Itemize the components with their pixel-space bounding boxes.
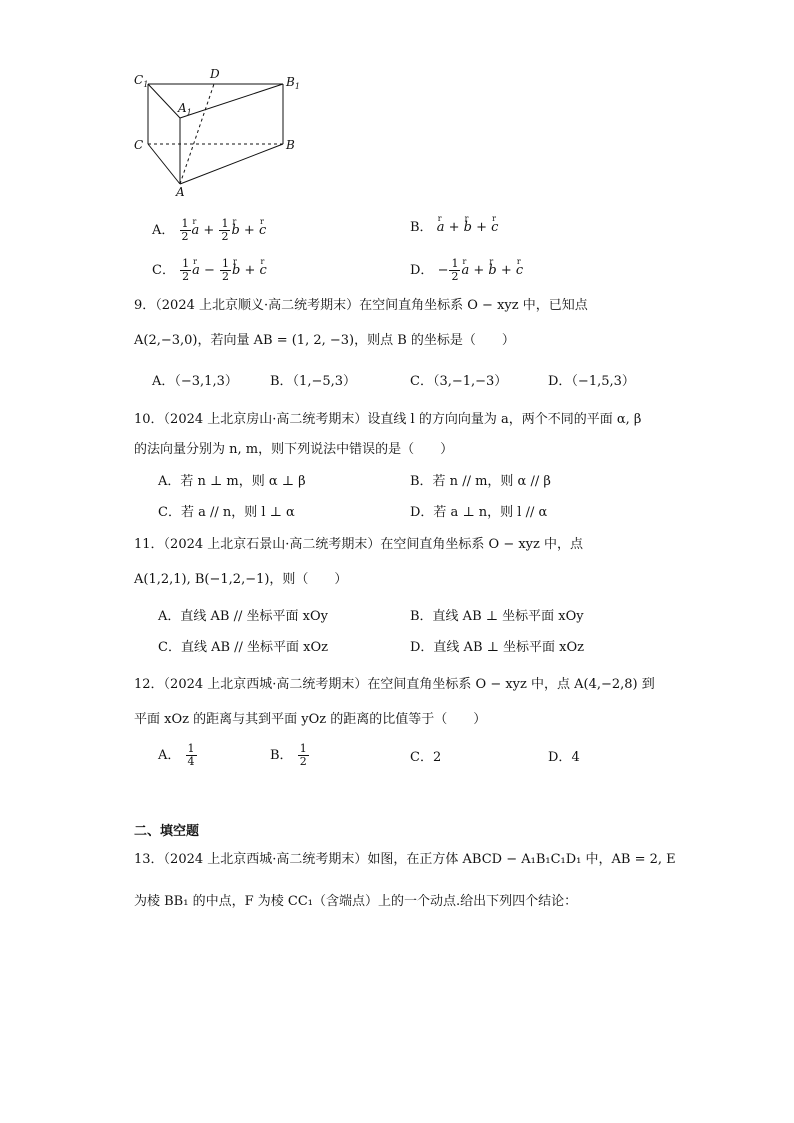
label-b: B bbox=[286, 138, 295, 152]
q12-option-d: D．4 bbox=[548, 750, 580, 765]
q11-option-d: D．直线 AB ⊥ 坐标平面 xOz bbox=[410, 640, 584, 655]
label-a1: $A_1$ bbox=[178, 101, 192, 117]
q9-stem-line2: A(2,−3,0)，若向量 AB = (1, 2, −3)，则点 B 的坐标是（ ） bbox=[134, 333, 515, 348]
q12-stem-line2: 平面 xOz 的距离与其到平面 yOz 的距离的比值等于（ ） bbox=[134, 712, 487, 727]
q9-option-c: C．（3,−1,−3） bbox=[410, 374, 508, 389]
q12-stem-line1: 12．（2024 上北京西城·高二统考期末）在空间直角坐标系 O − xyz 中，点 A(4,−2,8) 到 bbox=[134, 677, 655, 692]
q9-option-b: B．（1,−5,3） bbox=[270, 374, 357, 389]
label-d: D bbox=[210, 67, 220, 81]
q9-stem-line1: 9．（2024 上北京顺义·高二统考期末）在空间直角坐标系 O − xyz 中，已知点 bbox=[134, 298, 588, 313]
q8-option-d: D． − $\frac{1}{2}$ r a + r b + r c bbox=[410, 258, 523, 283]
q9-option-a: A．（−3,1,3） bbox=[152, 374, 238, 389]
q11-stem-line1: 11．（2024 上北京石景山·高二统考期末）在空间直角坐标系 O − xyz 中，点 bbox=[134, 537, 583, 552]
label-a: A bbox=[176, 185, 185, 199]
q10-option-b: B．若 n // m，则 α // β bbox=[410, 474, 551, 489]
q12-option-b: B． $\frac{1}{2}$ bbox=[270, 742, 307, 768]
label-c1: $C_1$ bbox=[134, 73, 149, 89]
q13-stem-line1: 13．（2024 上北京西城·高二统考期末）如图，在正方体 ABCD − A₁B₁C₁D₁ 中，AB = 2, E bbox=[134, 852, 676, 867]
q11-stem-line2: A(1,2,1), B(−1,2,−1)，则（ ） bbox=[134, 572, 348, 587]
q10-option-d: D．若 a ⊥ n，则 l // α bbox=[410, 505, 548, 520]
q12-option-c: C．2 bbox=[410, 750, 442, 765]
q10-stem-line1: 10．（2024 上北京房山·高二统考期末）设直线 l 的方向向量为 a，两个不同的平面 α, β bbox=[134, 412, 642, 427]
prism-figure bbox=[128, 64, 308, 200]
q13-stem-line2: 为棱 BB₁ 的中点，F 为棱 CC₁（含端点）上的一个动点.给出下列四个结论： bbox=[134, 894, 578, 909]
q9-option-d: D．（−1,5,3） bbox=[548, 374, 635, 389]
section-heading: 二、填空题 bbox=[134, 824, 200, 839]
label-c: C bbox=[134, 138, 144, 152]
q10-option-a: A．若 n ⊥ m，则 α ⊥ β bbox=[158, 474, 306, 489]
q11-option-c: C．直线 AB // 坐标平面 xOz bbox=[158, 640, 329, 655]
q8-option-b: B． r a + r b + r c bbox=[410, 218, 498, 238]
q12-option-a: A． $\frac{1}{4}$ bbox=[158, 742, 195, 768]
q11-option-a: A．直线 AB // 坐标平面 xOy bbox=[158, 609, 328, 624]
label-b1: $B_1$ bbox=[286, 75, 300, 91]
q8-option-a: A． $\frac{1}{2}$ r a + $\frac{1}{2}$ r b + r c bbox=[152, 218, 266, 243]
q10-option-c: C．若 a // n，则 l ⊥ α bbox=[158, 505, 295, 520]
q11-option-b: B．直线 AB ⊥ 坐标平面 xOy bbox=[410, 609, 584, 624]
q10-stem-line2: 的法向量分别为 n, m，则下列说法中错误的是（ ） bbox=[134, 442, 454, 457]
q8-option-c: C． $\frac{1}{2}$ r a − $\frac{1}{2}$ r b + r c bbox=[152, 258, 267, 283]
